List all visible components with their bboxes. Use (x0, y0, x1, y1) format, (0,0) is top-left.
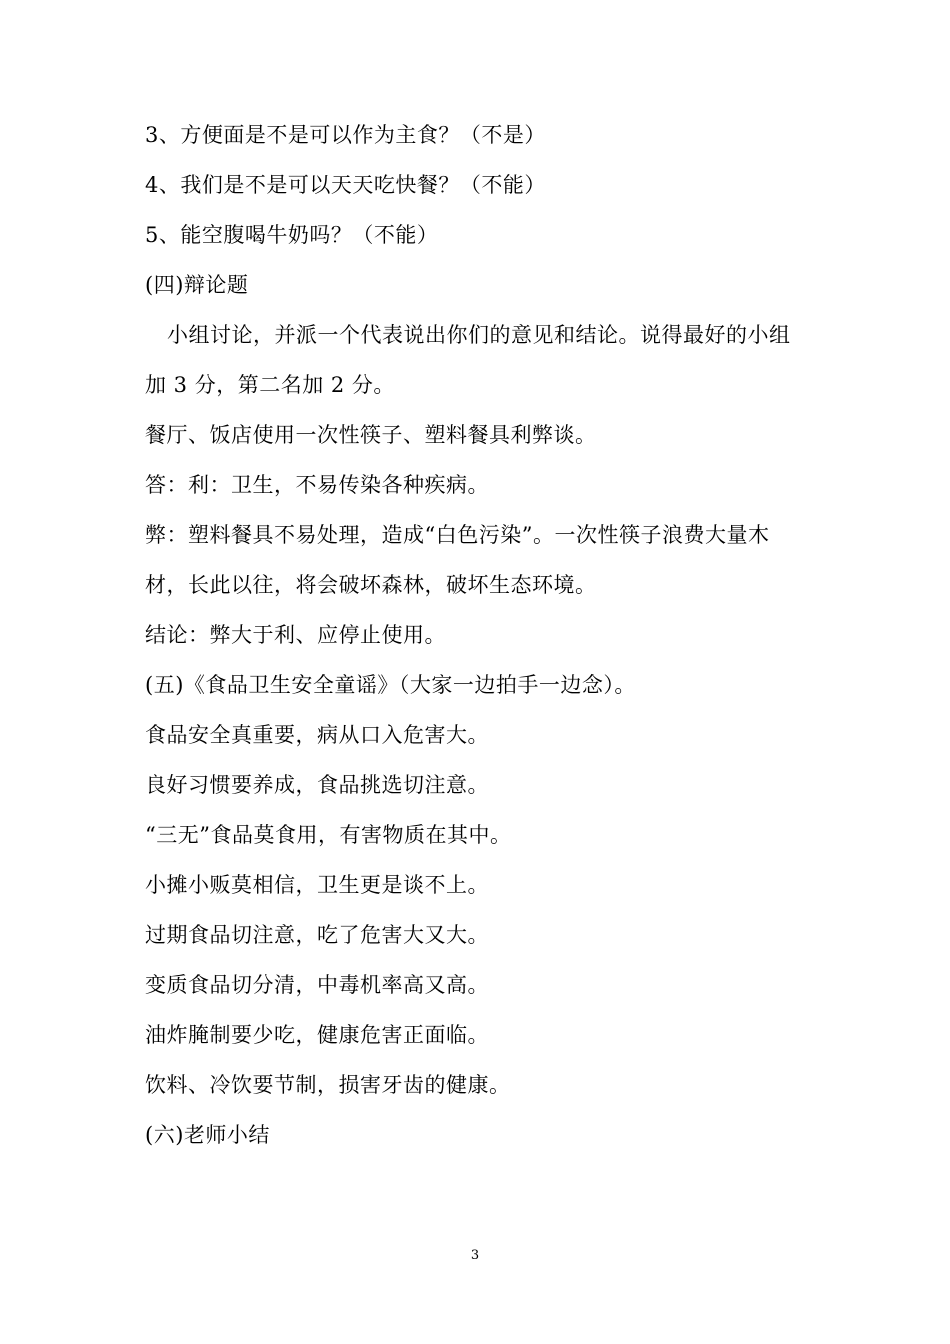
section-heading: (四)辩论题 (145, 273, 249, 297)
text-line: 材，长此以往，将会破坏森林，破坏生态环境。 (145, 573, 597, 597)
rhyme-line: 食品安全真重要，病从口入危害大。 (145, 723, 489, 747)
section-heading: (五)《食品卫生安全童谣》（大家一边拍手一边念）。 (145, 673, 636, 697)
rhyme-line: 变质食品切分清，中毒机率高又高。 (145, 973, 489, 997)
text-line: 答：利：卫生，不易传染各种疾病。 (145, 473, 489, 497)
rhyme-line: “三无”食品莫食用，有害物质在其中。 (145, 823, 512, 847)
text-line: 5、能空腹喝牛奶吗？（不能） (145, 223, 439, 247)
text-line: 餐厅、饭店使用一次性筷子、塑料餐具利弊谈。 (145, 423, 597, 447)
text-line: 3、方便面是不是可以作为主食？（不是） (145, 123, 546, 147)
rhyme-line: 饮料、冷饮要节制，损害牙齿的健康。 (145, 1073, 511, 1097)
rhyme-line: 小摊小贩莫相信，卫生更是谈不上。 (145, 873, 489, 897)
text-line: 4、我们是不是可以天天吃快餐？（不能） (145, 173, 546, 197)
text-line: 结论：弊大于利、应停止使用。 (145, 623, 446, 647)
rhyme-line: 过期食品切注意，吃了危害大又大。 (145, 923, 489, 947)
page-number: 3 (470, 1248, 480, 1263)
rhyme-line: 良好习惯要养成，食品挑选切注意。 (145, 773, 489, 797)
section-heading: (六)老师小结 (145, 1123, 270, 1147)
rhyme-line: 油炸腌制要少吃，健康危害正面临。 (145, 1023, 489, 1047)
text-line: 小组讨论，并派一个代表说出你们的意见和结论。说得最好的小组 (167, 323, 791, 347)
text-line: 弊：塑料餐具不易处理，造成“白色污染”。一次性筷子浪费大量木 (145, 523, 770, 547)
text-line: 加 3 分，第二名加 2 分。 (145, 373, 395, 397)
